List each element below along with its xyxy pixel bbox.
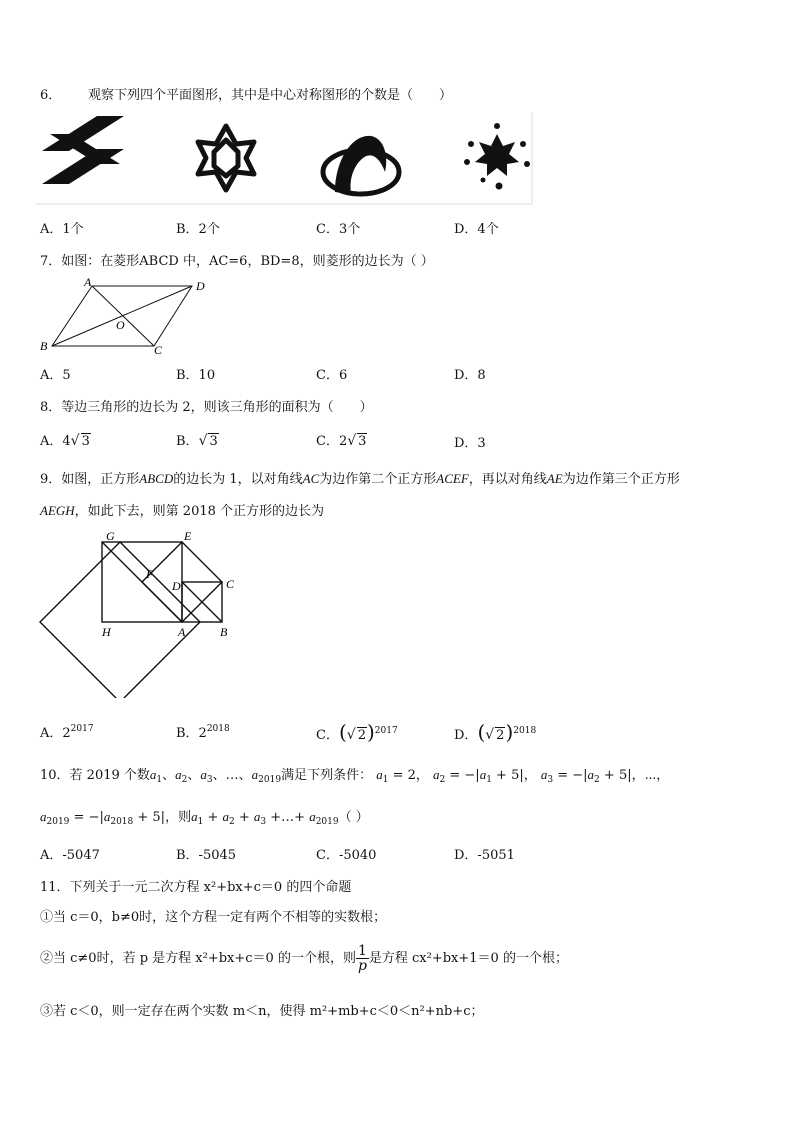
q9-label-e: E [184,529,192,543]
q9-label-b: B [220,625,228,639]
q9-label-d: D [172,579,181,593]
hexagram-knot-icon [198,126,254,190]
q8-option-c[interactable]: C．2√ 3 [316,433,367,449]
q7-option-a[interactable]: A．5 [40,368,71,383]
q7-option-d[interactable]: D．8 [454,368,486,383]
q11-statement-3: ③若 c＜0，则一定存在两个实数 m＜n，使得 m²+mb+c＜0＜n²+nb+c； [40,1004,484,1019]
q11-statement-2: ②当 c≠0时，若 p 是方程 x²+bx+c＝0 的一个根，则 $\frac{1}{p}$ 是方程 cx²+bx+1＝0 的一个根； [40,943,568,974]
q7-option-b[interactable]: B．10 [176,368,216,383]
q8-stem: 8．等边三角形的边长为 2，则该三角形的面积为（ ） [40,400,373,415]
q9-option-d[interactable]: D．(√ 2)$^{2018}$ [454,720,537,744]
q8-option-d[interactable]: D．3 [454,436,486,451]
q9-label-c: C [226,577,235,591]
q11-stem: 11．下列关于一元二次方程 x²+bx+c＝0 的四个命题 [40,880,352,895]
q10-option-b[interactable]: B．-5045 [176,848,237,863]
q7-stem: 7．如图：在菱形ABCD 中，AC=6，BD=8，则菱形的边长为（ ） [40,254,434,269]
q7-label-b: B [40,339,48,353]
q10-option-c[interactable]: C．-5040 [316,848,377,863]
q6-stem: 观察下列四个平面图形，其中是中心对称图形的个数是（ ） [88,88,453,103]
splat-star-icon [464,123,530,190]
q7-rhombus-diagram [36,274,216,356]
q9-label-g: G [106,529,115,543]
q6-option-c[interactable]: C．3个 [316,222,361,237]
q9-label-h: H [102,625,111,639]
q9-label-f: F [146,567,154,581]
q7-label-c: C [154,343,163,356]
q9-option-b[interactable]: B．$2^{2018}$ [176,724,230,741]
q11-statement-1: ①当 c＝0，b≠0时，这个方程一定有两个不相等的实数根； [40,910,387,925]
q6-option-d[interactable]: D．4个 [454,222,499,237]
q10-stem-line2: $a_{2019} = -|a_{2018} + 5|$，则$a_1 + a_2 + a_3$ +…+ $a_{2019}$（ ） [40,809,369,827]
q6-number: 6． [40,88,62,103]
q9-option-a[interactable]: A．$2^{2017}$ [40,724,94,741]
q9-squares-diagram [36,528,256,698]
q7-label-o: O [116,318,125,332]
q9-label-a: A [178,625,186,639]
q7-label-a: A [84,275,92,289]
q7-label-d: D [196,279,205,293]
q6-option-a[interactable]: A．1个 [40,222,84,237]
q9-stem-line2: AEGH，如此下去，则第 2018 个正方形的边长为 [40,503,325,519]
q10-option-a[interactable]: A．-5047 [40,848,100,863]
s-logo-icon [42,116,124,184]
q6-option-b[interactable]: B．2个 [176,222,220,237]
oval-arch-icon [323,136,399,194]
q8-option-a[interactable]: A．4√ 3 [40,433,90,449]
q10-stem-line1: 10．若 2019 个数$a_1$、$a_2$、$a_3$、…、$a_{2019}$满足下列条件： $a_1 = 2$， $a_2 = -|a_1 + 5|$， $a_3 = -|a_2 + 5|$，⋯， [40,767,670,785]
q9-stem-line1: 9．如图，正方形ABCD的边长为 1，以对角线AC为边作第二个正方形ACEF，再以对角线AE为边作第三个正方形 [40,471,680,487]
q7-option-c[interactable]: C．6 [316,368,348,383]
q10-option-d[interactable]: D．-5051 [454,848,515,863]
q6-figures [36,112,536,206]
q8-option-b[interactable]: B．√ 3 [176,433,218,449]
q9-option-c[interactable]: C．(√ 2)$^{2017}$ [316,720,398,744]
